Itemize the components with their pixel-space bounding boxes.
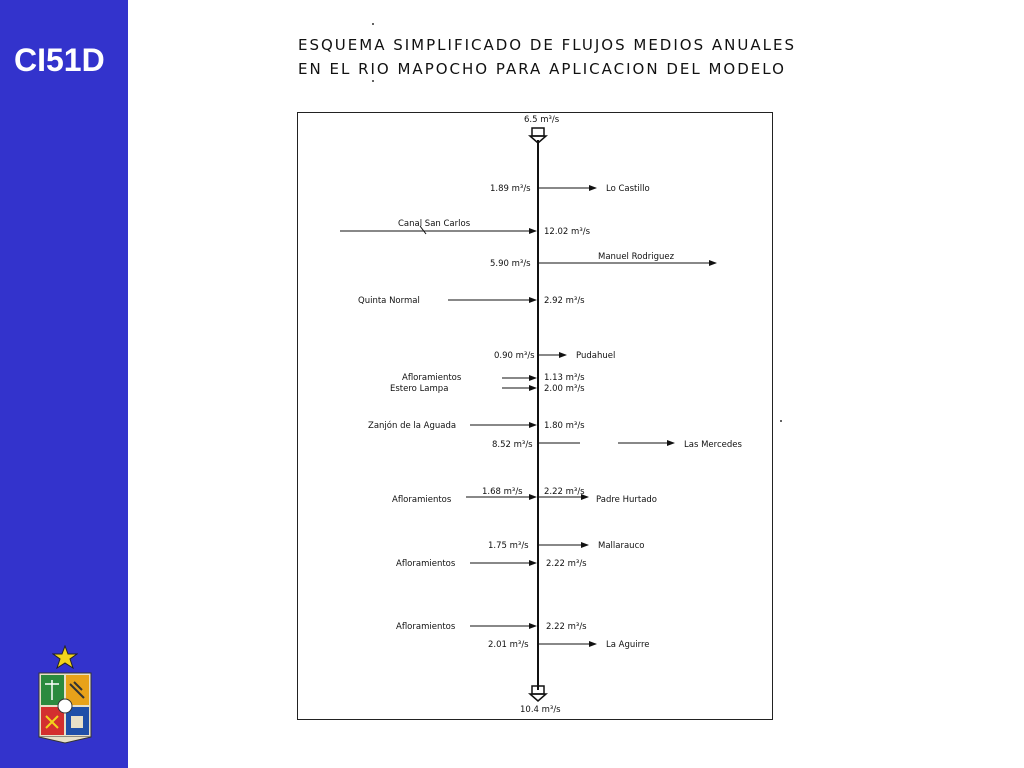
node-label-afloramientos: Afloramientos [392,495,452,505]
flow-value-label: 2.92 m³/s [544,296,585,306]
flow-value-label: 2.00 m³/s [544,384,585,394]
flow-value-label: 1.75 m³/s [488,541,529,551]
node-label-las-mercedes: Las Mercedes [684,440,742,450]
node-label-afloramientos: Afloramientos [402,373,462,383]
node-label-zanjon-de-la-aguada: Zanjón de la Aguada [368,421,457,431]
flow-value-label: 5.90 m³/s [490,259,531,269]
node-label-pudahuel: Pudahuel [576,351,616,361]
node-label-afloramientos: Afloramientos [396,622,456,632]
diagram-title-line-2: EN EL RIO MAPOCHO PARA APLICACION DEL MODELO [298,60,786,78]
outflow-bottom-label: 10.4 m³/s [520,705,561,715]
node-label-quinta-normal: Quinta Normal [358,296,420,306]
inflow-top-label: 6.5 m³/s [524,115,560,125]
node-label-padre-hurtado: Padre Hurtado [596,495,657,505]
flow-value-label: 12.02 m³/s [544,227,591,237]
diagram-title-line-1: ESQUEMA SIMPLIFICADO DE FLUJOS MEDIOS ANUALES [298,36,796,54]
flow-value-label: 1.13 m³/s [544,373,585,383]
flow-value-label: 1.68 m³/s [482,487,523,497]
flow-value-label: 1.80 m³/s [544,421,585,431]
flow-value-label: 2.22 m³/s [546,622,587,632]
flow-value-label: 1.89 m³/s [490,184,531,194]
flow-value-label: 8.52 m³/s [492,440,533,450]
node-label-mallarauco: Mallarauco [598,541,645,551]
course-code: CI51D [14,42,105,78]
node-label-estero-lampa: Estero Lampa [390,384,449,394]
node-label-afloramientos: Afloramientos [396,559,456,569]
node-label-manuel-rodriguez: Manuel Rodriguez [598,252,675,262]
node-label-canal-san-carlos: Canal San Carlos [398,219,471,229]
node-label-lo-castillo: Lo Castillo [606,184,650,194]
node-label-la-aguirre: La Aguirre [606,640,650,650]
flow-value-label: 2.01 m³/s [488,640,529,650]
flow-value-label: 0.90 m³/s [494,351,535,361]
flow-value-label: 2.22 m³/s [544,487,585,497]
flow-value-label: 2.22 m³/s [546,559,587,569]
